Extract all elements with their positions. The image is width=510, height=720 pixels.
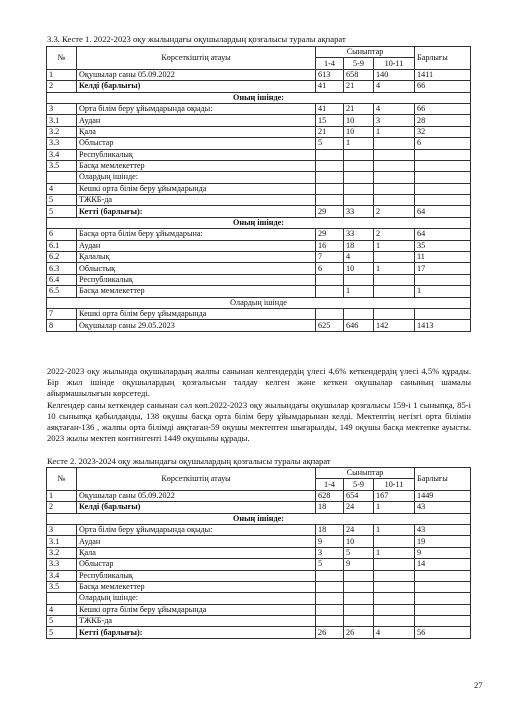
cell-grade-1-4: 6 <box>316 263 344 274</box>
row-name: Оқушылар саны 05.09.2022 <box>77 490 316 501</box>
section-heading: Олардың ішінде <box>47 297 471 308</box>
row-name: Оқушылар саны 05.09.2022 <box>77 69 316 80</box>
row-name: Кешкі орта білім беру ұйымдарында <box>77 604 316 615</box>
cell-total: 66 <box>415 81 471 92</box>
cell-grade-5-9: 1 <box>344 138 374 149</box>
row-name: Кешкі орта білім беру ұйымдарында <box>77 308 316 319</box>
cell-grade-1-4 <box>316 570 344 581</box>
cell-grade-1-4: 26 <box>316 627 344 638</box>
cell-total: 11 <box>415 252 471 263</box>
row-number: 2 <box>47 502 77 513</box>
table-row <box>47 502 471 513</box>
cell-grade-5-9 <box>344 183 374 194</box>
cell-grade-10-11 <box>374 172 415 183</box>
cell-grade-5-9: 33 <box>344 206 374 217</box>
cell-total <box>415 593 471 604</box>
table-row <box>47 240 471 251</box>
table-row <box>47 195 471 206</box>
row-number: 7 <box>47 308 77 319</box>
cell-grade-5-9: 24 <box>344 524 374 535</box>
table-row <box>47 570 471 581</box>
cell-total: 64 <box>415 206 471 217</box>
cell-total: 1 <box>415 286 471 297</box>
table-row <box>47 206 471 217</box>
table-row <box>47 616 471 627</box>
row-number: 6.5 <box>47 286 77 297</box>
row-name: Аудан <box>77 240 316 251</box>
cell-grade-5-9 <box>344 172 374 183</box>
cell-grade-5-9 <box>344 616 374 627</box>
row-number: 5 <box>47 627 77 638</box>
cell-grade-1-4 <box>316 581 344 592</box>
row-name: Аудан <box>77 536 316 547</box>
row-number <box>47 172 77 183</box>
header-classes: Сыныптар <box>316 47 415 58</box>
cell-total: 43 <box>415 524 471 535</box>
cell-grade-5-9: 10 <box>344 536 374 547</box>
row-name: Кетті (барлығы): <box>77 206 316 217</box>
row-number: 4 <box>47 183 77 194</box>
header-classes: Сыныптар <box>316 468 415 479</box>
cell-grade-1-4: 613 <box>316 69 344 80</box>
cell-grade-10-11: 4 <box>374 103 415 114</box>
cell-grade-10-11: 3 <box>374 115 415 126</box>
cell-total <box>415 160 471 171</box>
cell-grade-10-11: 1 <box>374 547 415 558</box>
cell-grade-5-9: 9 <box>344 559 374 570</box>
table-section-row <box>47 297 471 308</box>
table-row <box>47 547 471 558</box>
header-grade-1-4: 1-4 <box>316 479 344 490</box>
header-indicator-name: Көрсеткіштің атауы <box>77 468 316 491</box>
row-number: 3.5 <box>47 581 77 592</box>
row-name: Кетті (барлығы): <box>77 627 316 638</box>
cell-total <box>415 308 471 319</box>
cell-grade-1-4: 29 <box>316 229 344 240</box>
cell-grade-1-4: 7 <box>316 252 344 263</box>
cell-grade-5-9 <box>344 593 374 604</box>
cell-grade-1-4 <box>316 160 344 171</box>
cell-grade-5-9: 10 <box>344 263 374 274</box>
row-number: 3.3 <box>47 559 77 570</box>
row-number: 3 <box>47 103 77 114</box>
cell-grade-10-11 <box>374 183 415 194</box>
cell-total: 1413 <box>415 320 471 331</box>
cell-total <box>415 581 471 592</box>
row-number: 3.1 <box>47 536 77 547</box>
row-number: 3.4 <box>47 570 77 581</box>
cell-total <box>415 183 471 194</box>
cell-grade-5-9: 21 <box>344 81 374 92</box>
cell-grade-5-9 <box>344 274 374 285</box>
cell-total: 19 <box>415 536 471 547</box>
cell-grade-10-11: 167 <box>374 490 415 501</box>
row-name: Басқа мемлекеттер <box>77 160 316 171</box>
cell-grade-10-11 <box>374 604 415 615</box>
table-row <box>47 172 471 183</box>
cell-grade-1-4 <box>316 286 344 297</box>
row-name: Қала <box>77 547 316 558</box>
row-name: Облыстық <box>77 263 316 274</box>
cell-grade-1-4: 21 <box>316 126 344 137</box>
row-name: Басқа орта білім беру ұйымдарына: <box>77 229 316 240</box>
cell-total: 43 <box>415 502 471 513</box>
cell-grade-10-11: 140 <box>374 69 415 80</box>
cell-grade-1-4: 41 <box>316 81 344 92</box>
row-number: 3.3 <box>47 138 77 149</box>
table-section-row <box>47 217 471 228</box>
cell-grade-1-4: 18 <box>316 524 344 535</box>
row-number: 1 <box>47 490 77 501</box>
cell-grade-5-9: 33 <box>344 229 374 240</box>
cell-grade-1-4: 3 <box>316 547 344 558</box>
row-number: 6.4 <box>47 274 77 285</box>
cell-total: 56 <box>415 627 471 638</box>
table-row <box>47 320 471 331</box>
cell-grade-5-9: 5 <box>344 547 374 558</box>
cell-grade-10-11: 1 <box>374 240 415 251</box>
row-number: 2 <box>47 81 77 92</box>
cell-total <box>415 570 471 581</box>
cell-grade-10-11 <box>374 559 415 570</box>
row-number: 3.2 <box>47 547 77 558</box>
cell-grade-5-9: 10 <box>344 115 374 126</box>
cell-grade-1-4 <box>316 604 344 615</box>
cell-grade-1-4: 5 <box>316 559 344 570</box>
cell-grade-5-9 <box>344 604 374 615</box>
table-row <box>47 308 471 319</box>
cell-grade-10-11: 1 <box>374 524 415 535</box>
table2-header-row <box>47 468 471 479</box>
cell-total: 32 <box>415 126 471 137</box>
cell-grade-5-9 <box>344 195 374 206</box>
table-row <box>47 183 471 194</box>
row-number: 5 <box>47 616 77 627</box>
cell-grade-10-11 <box>374 536 415 547</box>
row-number: 3 <box>47 524 77 535</box>
cell-grade-10-11 <box>374 570 415 581</box>
row-number: 6.3 <box>47 263 77 274</box>
row-name: Келді (барлығы) <box>77 502 316 513</box>
header-indicator-name: Көрсеткіштің атауы <box>77 47 316 70</box>
row-name: Республикалық <box>77 149 316 160</box>
row-number: 6.1 <box>47 240 77 251</box>
cell-grade-10-11: 2 <box>374 229 415 240</box>
row-name: Орта білім беру ұйымдарында оқыды: <box>77 524 316 535</box>
table1-caption: 3.3. Кесте 1. 2022-2023 оқу жылындағы оқушылардың қозғалысы туралы ақпарат <box>47 34 346 44</box>
row-name: Қалалық <box>77 252 316 263</box>
cell-grade-1-4 <box>316 195 344 206</box>
header-grade-10-11: 10-11 <box>374 58 415 69</box>
cell-grade-10-11 <box>374 581 415 592</box>
cell-grade-10-11: 1 <box>374 263 415 274</box>
header-number: № <box>47 468 77 491</box>
row-number <box>47 593 77 604</box>
table-row <box>47 524 471 535</box>
table-row <box>47 559 471 570</box>
row-number: 5 <box>47 206 77 217</box>
cell-grade-5-9: 24 <box>344 502 374 513</box>
table-section-row <box>47 92 471 103</box>
cell-grade-5-9: 646 <box>344 320 374 331</box>
cell-total: 1449 <box>415 490 471 501</box>
header-total: Барлығы <box>415 47 471 70</box>
row-name: Олардың ішінде: <box>77 593 316 604</box>
cell-total: 14 <box>415 559 471 570</box>
row-number: 8 <box>47 320 77 331</box>
cell-grade-1-4: 625 <box>316 320 344 331</box>
row-name: Республикалық <box>77 274 316 285</box>
cell-grade-10-11 <box>374 274 415 285</box>
cell-total <box>415 604 471 615</box>
table-row <box>47 69 471 80</box>
table-row <box>47 103 471 114</box>
header-grade-5-9: 5-9 <box>344 58 374 69</box>
row-name: Облыстар <box>77 138 316 149</box>
table-row <box>47 252 471 263</box>
table-row <box>47 81 471 92</box>
cell-total: 35 <box>415 240 471 251</box>
cell-total: 28 <box>415 115 471 126</box>
table-row <box>47 536 471 547</box>
cell-grade-1-4 <box>316 183 344 194</box>
table-row <box>47 581 471 592</box>
cell-grade-5-9: 4 <box>344 252 374 263</box>
cell-grade-1-4: 18 <box>316 502 344 513</box>
cell-grade-1-4: 29 <box>316 206 344 217</box>
cell-grade-1-4: 16 <box>316 240 344 251</box>
cell-grade-5-9 <box>344 570 374 581</box>
cell-grade-5-9: 26 <box>344 627 374 638</box>
table-row <box>47 229 471 240</box>
cell-total <box>415 172 471 183</box>
table-section-row <box>47 513 471 524</box>
cell-total: 66 <box>415 103 471 114</box>
row-name: Аудан <box>77 115 316 126</box>
cell-grade-1-4 <box>316 593 344 604</box>
cell-grade-5-9 <box>344 149 374 160</box>
cell-total: 6 <box>415 138 471 149</box>
cell-grade-5-9: 658 <box>344 69 374 80</box>
section-heading: Оның ішінде: <box>47 217 471 228</box>
row-name: Кешкі орта білім беру ұйымдарында <box>77 183 316 194</box>
cell-grade-10-11 <box>374 593 415 604</box>
cell-grade-10-11: 4 <box>374 81 415 92</box>
paragraph-text-1: 2022-2023 оқу жылында оқушылардың жалпы санынан келгендердің үлесі 4,6% кеткендердің үлесі 4,5% құрады. Бір жыл ішінде оқушылардың қозғалысын талдау келген және кеткен оқушылар санының шамалы айырмашылығын көрсетеді. <box>47 366 471 399</box>
cell-total: 17 <box>415 263 471 274</box>
header-grade-10-11: 10-11 <box>374 479 415 490</box>
cell-grade-5-9 <box>344 308 374 319</box>
row-name: Қала <box>77 126 316 137</box>
cell-total <box>415 149 471 160</box>
cell-grade-10-11: 1 <box>374 126 415 137</box>
row-name: ТЖКБ-да <box>77 616 316 627</box>
cell-grade-1-4: 628 <box>316 490 344 501</box>
table-row <box>47 274 471 285</box>
header-grade-5-9: 5-9 <box>344 479 374 490</box>
table-row <box>47 263 471 274</box>
cell-grade-10-11: 2 <box>374 206 415 217</box>
table2 <box>46 467 471 639</box>
cell-grade-10-11: 142 <box>374 320 415 331</box>
cell-grade-10-11: 1 <box>374 502 415 513</box>
cell-grade-5-9: 10 <box>344 126 374 137</box>
row-name: Басқа мемлекеттер <box>77 581 316 592</box>
cell-total <box>415 195 471 206</box>
table-row <box>47 627 471 638</box>
row-number: 6.2 <box>47 252 77 263</box>
header-number: № <box>47 47 77 70</box>
table-row <box>47 490 471 501</box>
cell-grade-5-9: 654 <box>344 490 374 501</box>
cell-grade-5-9: 1 <box>344 286 374 297</box>
row-number: 3.5 <box>47 160 77 171</box>
table-row <box>47 138 471 149</box>
section-heading: Оның ішінде: <box>47 513 471 524</box>
row-name: Оқушылар саны 29.05.2023 <box>77 320 316 331</box>
header-grade-1-4: 1-4 <box>316 58 344 69</box>
row-number: 4 <box>47 604 77 615</box>
table1-header-row <box>47 47 471 58</box>
cell-grade-1-4: 41 <box>316 103 344 114</box>
row-number: 3.4 <box>47 149 77 160</box>
header-total: Барлығы <box>415 468 471 491</box>
cell-grade-1-4 <box>316 308 344 319</box>
section-heading: Оның ішінде: <box>47 92 471 103</box>
cell-grade-1-4: 9 <box>316 536 344 547</box>
cell-total: 9 <box>415 547 471 558</box>
row-number: 5 <box>47 195 77 206</box>
cell-total: 1411 <box>415 69 471 80</box>
cell-grade-10-11 <box>374 252 415 263</box>
cell-grade-1-4 <box>316 616 344 627</box>
row-name: Облыстар <box>77 559 316 570</box>
cell-grade-1-4 <box>316 274 344 285</box>
cell-grade-5-9: 21 <box>344 103 374 114</box>
cell-grade-10-11 <box>374 149 415 160</box>
cell-grade-10-11 <box>374 308 415 319</box>
page-number: 27 <box>474 680 483 690</box>
cell-total <box>415 274 471 285</box>
table-row <box>47 593 471 604</box>
row-name: Орта білім беру ұйымдарында оқыды: <box>77 103 316 114</box>
row-name: Республикалық <box>77 570 316 581</box>
table-row <box>47 286 471 297</box>
cell-grade-1-4: 5 <box>316 138 344 149</box>
row-number: 1 <box>47 69 77 80</box>
cell-grade-1-4 <box>316 172 344 183</box>
cell-total <box>415 616 471 627</box>
row-number: 3.1 <box>47 115 77 126</box>
table-row <box>47 126 471 137</box>
table1 <box>46 46 471 332</box>
row-name: Басқа мемлекеттер <box>77 286 316 297</box>
cell-grade-5-9 <box>344 581 374 592</box>
row-name: ТЖКБ-да <box>77 195 316 206</box>
row-name: Келді (барлығы) <box>77 81 316 92</box>
cell-total: 64 <box>415 229 471 240</box>
cell-grade-1-4: 15 <box>316 115 344 126</box>
row-name: Олардың ішінде: <box>77 172 316 183</box>
paragraph-text-2: Келгендер саны кеткендер санынан сәл көп.2022-2023 оқу жылындағы оқушылар қозғалысы 159-і 1 сыныпқа, 85-і 10 сыныпқа қабылданды, 138 оқушы басқа орта білім беру ұйымдарынан келді. Мектептің негізгі орта білімін аяқтаған-136 , жалпы орта білімді аяқтаған-59 оқушы мектептен шығарылды, 149 оқушы басқа мектепке ауысты. 2023 жылы мектеп контингенті 1449 оқушыны құрады. <box>47 399 471 444</box>
row-number: 6 <box>47 229 77 240</box>
cell-grade-5-9: 18 <box>344 240 374 251</box>
cell-grade-1-4 <box>316 149 344 160</box>
cell-grade-10-11 <box>374 138 415 149</box>
row-number: 3.2 <box>47 126 77 137</box>
cell-grade-5-9 <box>344 160 374 171</box>
cell-grade-10-11: 4 <box>374 627 415 638</box>
table-row <box>47 604 471 615</box>
cell-grade-10-11 <box>374 286 415 297</box>
table-row <box>47 160 471 171</box>
table-row <box>47 115 471 126</box>
table-row <box>47 149 471 160</box>
cell-grade-10-11 <box>374 195 415 206</box>
table2-caption: Кесте 2. 2023-2024 оқу жылындағы оқушылардың қозғалысы туралы ақпарат <box>47 456 331 466</box>
cell-grade-10-11 <box>374 616 415 627</box>
cell-grade-10-11 <box>374 160 415 171</box>
analysis-paragraph <box>47 366 471 444</box>
